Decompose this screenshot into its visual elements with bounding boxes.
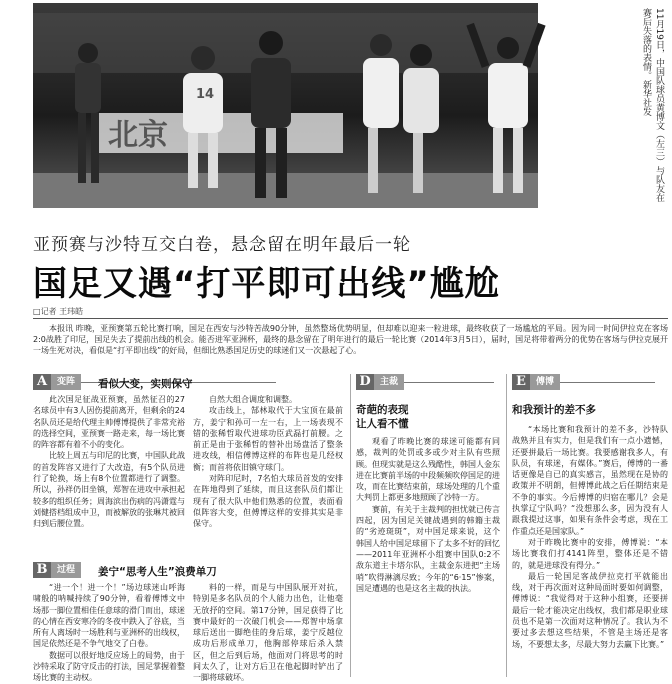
jersey-number: 14 (196, 87, 215, 102)
paragraph: “进一个！进一个！”场边球迷山呼海啸般的呐喊持续了90分钟，看着傅博文中场那一脚位置相佳任意球的滑门而出，球迷的心情在西安寒冷的冬夜中跌入了谷底，当所有人离场时一场胜利与亚洲杯的出线权，国足依然还是不争气地交了白卷。 (33, 583, 185, 649)
section-title-d-line1: 奇葩的表现 (356, 404, 409, 416)
divider (350, 374, 351, 677)
paragraph: 攻击线上，郜林取代于大宝顶在最前方，姜宁和孙可一左一右，上一场表现不错的张稀哲取代进球功臣武磊打前腰。之前正是由于张稀哲的替补出场盘活了整条进攻线，相信傅博这样的布阵也是几经权衡；而首将依旧镇守球门。 (193, 406, 343, 472)
divider (404, 382, 494, 383)
section-title-a: 看似大变，实则保守 (98, 378, 193, 390)
column-a-left (33, 394, 185, 557)
paragraph: 对于昨晚比赛中的安排，傅博说：“本场比赛我们打4141阵型，整体还是不错的，就是进球没有得分。” (512, 537, 668, 570)
divider (33, 318, 668, 319)
section-letter: B (33, 562, 51, 578)
column-d (356, 436, 500, 677)
section-title-b: 姜宁“思考人生”浪费单刀 (98, 566, 217, 578)
byline: □记者 王玮皓 (33, 307, 84, 316)
section-tag-label: 傅博 (530, 374, 560, 390)
byline-text: 记者 王玮皓 (40, 307, 84, 316)
paragraph: 此次国足征战亚预赛，虽然征召的27名球员中有3人因伤提前离开，但剩余的24名队员还是给代理主帅傅博提供了非常充裕的选择空间，亚预赛一路走来，每一场比赛的阵容都有着不小的变化。 (33, 395, 185, 450)
column-a-right (193, 394, 343, 557)
paragraph: 观看了昨晚比赛的球迷可能都有同感，裁判的处罚或多或少对主队有些照顾。但现实就是这么残酷性，韩国人金东进在比赛前半场的中段频频吹停国足的进攻，而在比赛结束前，球场处理的几个重大判罚上都更多地照顾了沙特一方。 (356, 437, 500, 503)
paragraph: 自然大组合调度和调整。 (209, 395, 297, 404)
paragraph: 数据可以很好地反应场上的局势，由于沙特采取了防守反击的打法，国足掌握着整场比赛的主动权。 (33, 650, 185, 683)
headline-title: 国足又遇“打平即可出线”尴尬 (33, 264, 500, 304)
section-tag-b (33, 562, 81, 578)
section-tag-label: 主裁 (374, 374, 404, 390)
section-letter: E (512, 374, 530, 390)
paragraph: 最后一轮国足客战伊拉克打平就能出线，对于再次面对这种局面时要如何调整，傅博说：“我觉得对于这种小组赛，还要拼最后一轮才能决定出线权，我们都是职业球员也不是第一次面对这种情况了。我认为不要过多去想这些结果，不管是主场还是客场，不要想太多，尽最大努力去赢下比赛。” (512, 571, 668, 649)
news-photo (33, 3, 538, 208)
paragraph: 对阵印尼时，7名怕大球员首发的安排在阵地得到了延续，而且这套队员们都让现有了很大队中他们熟悉的位置，表面看似阵容大变，但傅博这样的安排其实是非保守。 (193, 474, 343, 529)
banner-text: 北京 (108, 118, 168, 153)
section-letter: D (356, 374, 374, 390)
section-letter: A (33, 374, 51, 390)
section-tag-label: 过程 (51, 562, 81, 578)
paragraph: 料的一样，而是与中国队展开对抗，特别是多名队员的个人能力出色，让他毫无放抒的空间。第17分钟，国足获得了比赛中最好的一次破门机会——郑智中场拿球后送出一脚绝佳的身后球，姜宁反越位成功后形成单刀，他胸部停球后杀入禁区，但之后到后场，他面对门将思考的时间太久了，让对方后卫在他起脚时铲出了一脚将球破坏。 (193, 583, 343, 683)
column-b-left (33, 582, 185, 683)
photo-caption: 11月19日，中国队球员黄博文（左三）与队友在赛后失落的表情。新华社发 (641, 8, 664, 202)
section-tag-label: 变阵 (51, 374, 81, 390)
section-title-e: 和我预计的差不多 (512, 404, 596, 416)
divider (560, 382, 655, 383)
paragraph: “本场比赛和我预计的差不多，沙特队战熟并且有实力，但是我们有一点小遗憾，还要拼最后一场比赛。我要感谢我多人，有队员，有球迷，有媒体。”赛后，傅博的一番话更像是自已的真实感言，虽然现在是协的政策并不明朗，但傅博此战之后任期结束是不争的事实。今后傅博的归宿在哪儿？会是执掌辽宁队吗？“没想那么多，因为没有人跟我提过这事，如果有条件会考虑，现在工作重点还是国家队。” (512, 425, 668, 536)
headline-subtitle: 亚预赛与沙特互交白卷，悬念留在明年最后一轮 (33, 235, 411, 255)
column-b-right (193, 582, 343, 683)
divider (506, 374, 507, 677)
column-e (512, 424, 668, 677)
paragraph: 赛前，有关于主裁判的担忧就已传言四起，因为国足关键战遇到的韩籍主裁的“劣迹斑斑”，对中国足球来说，这个韩国人给中国足球留下了太多不好的回忆——2011年亚洲杯小组赛中国队0:2不敌东道主卡塔尔队，主裁金东进把“主场哨”吹得淋漓尽致；今年的“6·15”惨案，国足遭遇的也是这名主裁的执法。 (356, 504, 500, 593)
lead-paragraph: 本报讯 昨晚，亚预赛第五轮比赛打响，国足在西安与沙特苦战90分钟，虽然整场优势明显，但却难以迎来一粒进球，最终收获了一场尴尬的平局。因为同一时间伊拉克在客场2:0战胜了印尼，国足失去了提前出线的机会。能否进军亚洲杯，最终的悬念留在了明年进行的最后一轮比赛（2014年3月5日），届时，国足将带着两分的优势在客场与伊拉克展开一场生死对决，看似是“打平即出线”的好局，但细比熟悉国足历史的球迷们又一次悬起了心。 (33, 324, 668, 355)
section-tag-d (356, 374, 494, 390)
football-match-photo (33, 3, 538, 208)
section-tag-e (512, 374, 655, 390)
section-title-d-line2: 让人看不懂 (356, 418, 409, 430)
paragraph: 比较上周五与印尼的比赛，中国队此战的首发阵容又进行了大改造，有5个队员进行了轮换，场上有8个位置都进行了调整。所以，孙祥仍旧坐镇，郑智在进攻中承担起较多的组织任务；周海滨出伤病的冯潇霆与刘健搭档组成中卫，而被解放的张琳芃被回归到后腰位置。 (33, 451, 185, 529)
